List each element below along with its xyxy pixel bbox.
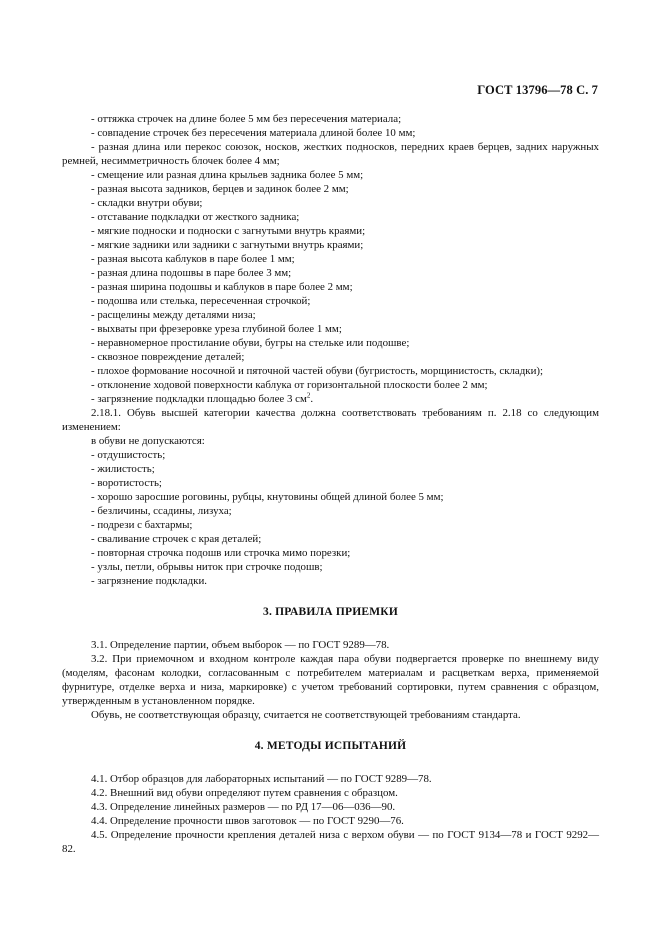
list-item: - безличины, ссадины, лизуха; <box>91 505 232 517</box>
list-item: - подошва или стелька, пересеченная строчкой; <box>91 295 311 307</box>
paragraph: 4.5. Определение прочности крепления деталей низа с верхом обуви — по ГОСТ 9134—78 и ГОСТ 9292—82. <box>62 829 599 855</box>
paragraph: 4.3. Определение линейных размеров — по РД 17—06—036—90. <box>91 801 396 813</box>
last-defect-text: - загрязнение подкладки площадью более 3 см <box>91 393 307 405</box>
list-item: - повторная строчка подошв или строчка мимо порезки; <box>91 547 351 559</box>
section-title: 3. ПРАВИЛА ПРИЕМКИ <box>263 606 398 618</box>
list-item: - жилистость; <box>91 463 155 475</box>
list-item: - разная высота каблуков в паре более 1 мм; <box>91 253 295 265</box>
list-item: - смещение или разная длина крыльев задника более 5 мм; <box>91 169 364 181</box>
list-item: - расщелины между деталями низа; <box>91 309 256 321</box>
paragraph: 3.2. При приемочном и входном контроле каждая пара обуви подвергается проверке по внешнему виду (моделям, фасонам колодки, согласованным с потребителем материалам и расцветкам верха, применяемой фурнитуре, отделке верха и низа, маркировке) с учетом требований сортировки, путем сравнения с образцом, утвержденным в установленном порядке. <box>62 653 599 707</box>
list-item: - разная ширина подошвы и каблуков в паре более 2 мм; <box>91 281 353 293</box>
superscript: 2 <box>306 391 311 400</box>
paragraph: 3.1. Определение партии, объем выборок — по ГОСТ 9289—78. <box>91 639 390 651</box>
list-item: - складки внутри обуви; <box>91 197 203 209</box>
list-item: - плохое формование носочной и пяточной частей обуви (бугристость, морщинистость, складки); <box>91 365 544 377</box>
clause-intro: в обуви не допускаются: <box>91 435 205 447</box>
list-item-last <box>62 392 599 406</box>
list-item: - узлы, петли, обрывы ниток при строчке подошв; <box>91 561 323 573</box>
list-item: - мягкие подноски и подноски с загнутыми внутрь краями; <box>91 225 366 237</box>
list-item: - разная длина или перекос союзок, носков, жестких подносков, передних краев берцев, задних наружных ремней, несимметричность блочек более 4 мм; <box>62 141 599 167</box>
list-item: - воротистость; <box>91 477 162 489</box>
list-item: - сваливание строчек с края деталей; <box>91 533 262 545</box>
document-body <box>62 112 599 856</box>
list-item: - разная высота задников, берцев и задинок более 2 мм; <box>91 183 349 195</box>
list-item: - оттяжка строчек на длине более 5 мм без пересечения материала; <box>91 113 402 125</box>
list-item: - разная длина подошвы в паре более 3 мм; <box>91 267 292 279</box>
list-item: - отклонение ходовой поверхности каблука от горизонтальной плоскости более 2 мм; <box>91 379 488 391</box>
list-item: - выхваты при фрезеровке уреза глубиной более 1 мм; <box>91 323 342 335</box>
list-item: - хорошо заросшие роговины, рубцы, кнутовины общей длиной более 5 мм; <box>91 491 444 503</box>
paragraph: 4.1. Отбор образцов для лабораторных испытаний — по ГОСТ 9289—78. <box>91 773 432 785</box>
list-item: - отставание подкладки от жесткого задника; <box>91 211 300 223</box>
list-item: - загрязнение подкладки. <box>91 575 208 587</box>
list-item: - мягкие задники или задники с загнутыми внутрь краями; <box>91 239 364 251</box>
clause-paragraph: 2.18.1. Обувь высшей категории качества должна соответствовать требованиям п. 2.18 со следующим изменением: <box>62 407 599 433</box>
list-item: - сквозное повреждение деталей; <box>91 351 245 363</box>
section-title: 4. МЕТОДЫ ИСПЫТАНИЙ <box>254 740 407 752</box>
paragraph: 4.2. Внешний вид обуви определяют путем сравнения с образцом. <box>91 787 398 799</box>
last-defect-tail: . <box>310 393 314 405</box>
page-header: ГОСТ 13796—78 С. 7 <box>477 83 598 97</box>
paragraph: Обувь, не соответствующая образцу, считается не соответствующей требованиям стандарта. <box>91 709 521 721</box>
list-item: - совпадение строчек без пересечения материала длиной более 10 мм; <box>91 127 416 139</box>
list-item: - отдушистость; <box>91 449 166 461</box>
list-item: - подрези с бахтармы; <box>91 519 193 531</box>
list-item: - неравномерное простилание обуви, бугры на стельке или подошве; <box>91 337 410 349</box>
paragraph: 4.4. Определение прочности швов заготовок — по ГОСТ 9290—76. <box>91 815 404 827</box>
